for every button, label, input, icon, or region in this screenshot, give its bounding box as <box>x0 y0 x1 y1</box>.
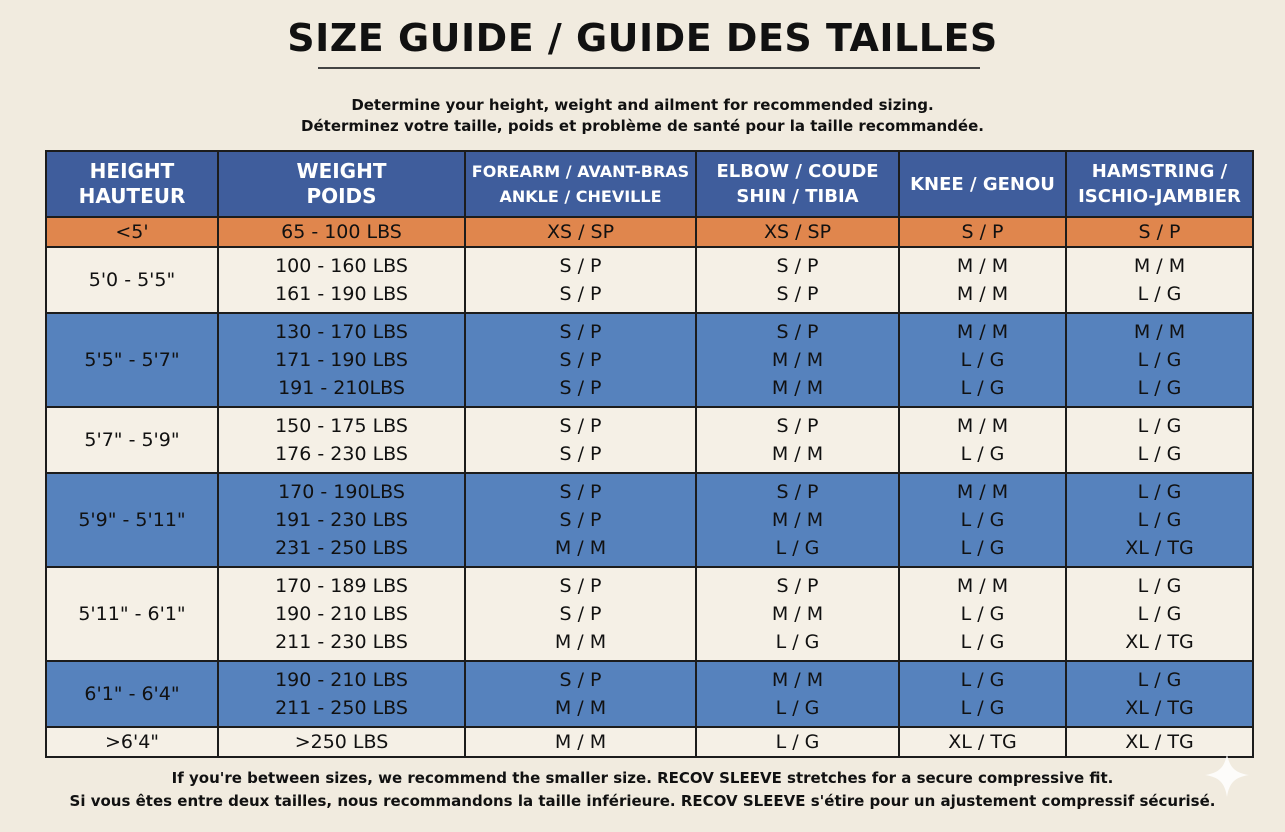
knee-value: M / M <box>956 255 1009 277</box>
column-header-elbow: ELBOW / COUDE SHIN / TIBIA <box>696 151 899 217</box>
hamstring-value: L / G <box>1137 283 1182 305</box>
column-header-forearm: FOREARM / AVANT-BRAS ANKLE / CHEVILLE <box>465 151 696 217</box>
hamstring-value: L / G <box>1137 349 1182 371</box>
hamstring-value: L / G <box>1137 509 1182 531</box>
forearm-ankle-value: M / M <box>554 631 607 653</box>
knee-value: L / G <box>960 509 1005 531</box>
weight-value: 150 - 175 LBS <box>275 415 408 437</box>
weight-value: 176 - 230 LBS <box>275 443 408 465</box>
forearm-ankle-value: S / P <box>559 377 602 399</box>
hamstring-value: XL / TG <box>1125 731 1194 753</box>
hamstring-value: L / G <box>1137 377 1182 399</box>
table-row <box>46 247 1253 313</box>
table-row <box>46 313 1253 407</box>
elbow-shin-cell <box>696 313 899 407</box>
elbow-shin-cell <box>696 567 899 661</box>
elbow-shin-value: S / P <box>776 283 819 305</box>
forearm-ankle-value: M / M <box>554 731 607 753</box>
weight-value: 231 - 250 LBS <box>275 537 408 559</box>
forearm-ankle-value: M / M <box>554 537 607 559</box>
knee-value: M / M <box>956 481 1009 503</box>
forearm-ankle-cell <box>465 473 696 567</box>
hamstring-cell <box>1066 313 1253 407</box>
table-body <box>46 217 1253 757</box>
elbow-shin-value: L / G <box>775 731 820 753</box>
hamstring-value: M / M <box>1133 321 1186 343</box>
weight-cell <box>218 217 465 247</box>
elbow-shin-value: M / M <box>771 509 824 531</box>
weight-value: 191 - 230 LBS <box>275 509 408 531</box>
weight-cell <box>218 727 465 757</box>
knee-value: L / G <box>960 669 1005 691</box>
forearm-ankle-value: M / M <box>554 697 607 719</box>
weight-value: 130 - 170 LBS <box>275 321 408 343</box>
weight-value: 171 - 190 LBS <box>275 349 408 371</box>
forearm-ankle-value: S / P <box>559 603 602 625</box>
weight-value: >250 LBS <box>294 731 389 753</box>
knee-cell <box>899 473 1066 567</box>
weight-value: 211 - 250 LBS <box>275 697 408 719</box>
hamstring-value: S / P <box>1138 221 1181 243</box>
knee-value: L / G <box>960 603 1005 625</box>
column-header-hamstring: HAMSTRING / ISCHIO-JAMBIER <box>1066 151 1253 217</box>
page-title: SIZE GUIDE / GUIDE DES TAILLES <box>287 16 998 60</box>
hamstring-value: L / G <box>1137 603 1182 625</box>
knee-cell <box>899 247 1066 313</box>
weight-value: 161 - 190 LBS <box>275 283 408 305</box>
knee-cell <box>899 313 1066 407</box>
knee-value: L / G <box>960 443 1005 465</box>
table-row <box>46 407 1253 473</box>
knee-value: L / G <box>960 377 1005 399</box>
forearm-ankle-value: S / P <box>559 481 602 503</box>
subtitle <box>0 95 1285 137</box>
height-cell: 6'1" - 6'4" <box>46 661 218 727</box>
weight-value: 211 - 230 LBS <box>275 631 408 653</box>
subtitle-french: Déterminez votre taille, poids et problème de santé pour la taille recommandée. <box>301 117 984 135</box>
hamstring-cell <box>1066 661 1253 727</box>
column-header-height: HEIGHT HAUTEUR <box>46 151 218 217</box>
forearm-ankle-value: S / P <box>559 443 602 465</box>
knee-cell <box>899 661 1066 727</box>
footer-note <box>0 767 1285 813</box>
forearm-ankle-cell <box>465 313 696 407</box>
knee-cell <box>899 407 1066 473</box>
knee-cell <box>899 217 1066 247</box>
knee-value: M / M <box>956 575 1009 597</box>
weight-cell <box>218 407 465 473</box>
height-cell: 5'0 - 5'5" <box>46 247 218 313</box>
weight-value: 100 - 160 LBS <box>275 255 408 277</box>
table-row <box>46 217 1253 247</box>
hamstring-value: XL / TG <box>1125 537 1194 559</box>
height-cell: 5'5" - 5'7" <box>46 313 218 407</box>
elbow-shin-value: S / P <box>776 255 819 277</box>
elbow-shin-cell <box>696 247 899 313</box>
weight-cell <box>218 313 465 407</box>
knee-value: L / G <box>960 631 1005 653</box>
column-header-knee: KNEE / GENOU <box>899 151 1066 217</box>
elbow-shin-value: M / M <box>771 443 824 465</box>
hamstring-value: XL / TG <box>1125 697 1194 719</box>
hamstring-value: L / G <box>1137 443 1182 465</box>
forearm-ankle-cell <box>465 661 696 727</box>
footer-english: If you're between sizes, we recommend the smaller size. RECOV SLEEVE stretches for a secure compressive fit. <box>171 769 1114 787</box>
knee-cell <box>899 567 1066 661</box>
hamstring-value: L / G <box>1137 575 1182 597</box>
weight-value: 170 - 189 LBS <box>275 575 408 597</box>
forearm-ankle-value: S / P <box>559 669 602 691</box>
forearm-ankle-value: S / P <box>559 349 602 371</box>
elbow-shin-value: M / M <box>771 603 824 625</box>
footer-french: Si vous êtes entre deux tailles, nous recommandons la taille inférieure. RECOV SLEEVE s'étire pour un ajustement compressif sécurisé. <box>69 792 1216 810</box>
subtitle-english: Determine your height, weight and ailment for recommended sizing. <box>351 96 934 114</box>
weight-cell <box>218 473 465 567</box>
forearm-ankle-cell <box>465 217 696 247</box>
knee-value: XL / TG <box>948 731 1017 753</box>
weight-value: 65 - 100 LBS <box>281 221 402 243</box>
weight-cell <box>218 661 465 727</box>
table-header-row <box>46 151 1253 217</box>
hamstring-cell <box>1066 407 1253 473</box>
hamstring-cell <box>1066 247 1253 313</box>
elbow-shin-value: XS / SP <box>763 221 832 243</box>
weight-value: 190 - 210 LBS <box>275 669 408 691</box>
table-row <box>46 661 1253 727</box>
knee-value: M / M <box>956 283 1009 305</box>
elbow-shin-value: L / G <box>775 631 820 653</box>
hamstring-value: L / G <box>1137 481 1182 503</box>
weight-value: 190 - 210 LBS <box>275 603 408 625</box>
table-row <box>46 727 1253 757</box>
height-cell: <5' <box>46 217 218 247</box>
hamstring-value: XL / TG <box>1125 631 1194 653</box>
knee-value: L / G <box>960 349 1005 371</box>
height-cell: 5'9" - 5'11" <box>46 473 218 567</box>
elbow-shin-cell <box>696 217 899 247</box>
hamstring-value: L / G <box>1137 669 1182 691</box>
elbow-shin-cell <box>696 661 899 727</box>
elbow-shin-value: M / M <box>771 377 824 399</box>
weight-value: 170 - 190LBS <box>278 481 405 503</box>
hamstring-value: M / M <box>1133 255 1186 277</box>
elbow-shin-cell <box>696 407 899 473</box>
height-cell: 5'11" - 6'1" <box>46 567 218 661</box>
forearm-ankle-value: S / P <box>559 283 602 305</box>
knee-cell <box>899 727 1066 757</box>
forearm-ankle-value: XS / SP <box>546 221 615 243</box>
elbow-shin-value: S / P <box>776 321 819 343</box>
column-header-weight: WEIGHT POIDS <box>218 151 465 217</box>
elbow-shin-value: S / P <box>776 481 819 503</box>
elbow-shin-value: L / G <box>775 537 820 559</box>
forearm-ankle-value: S / P <box>559 321 602 343</box>
weight-value: 191 - 210LBS <box>278 377 405 399</box>
forearm-ankle-cell <box>465 567 696 661</box>
elbow-shin-value: L / G <box>775 697 820 719</box>
elbow-shin-value: S / P <box>776 575 819 597</box>
elbow-shin-cell <box>696 473 899 567</box>
knee-value: L / G <box>960 537 1005 559</box>
knee-value: S / P <box>961 221 1004 243</box>
forearm-ankle-cell <box>465 407 696 473</box>
forearm-ankle-value: S / P <box>559 575 602 597</box>
height-cell: 5'7" - 5'9" <box>46 407 218 473</box>
elbow-shin-value: M / M <box>771 669 824 691</box>
knee-value: M / M <box>956 415 1009 437</box>
height-cell: >6'4" <box>46 727 218 757</box>
hamstring-cell <box>1066 567 1253 661</box>
forearm-ankle-value: S / P <box>559 255 602 277</box>
elbow-shin-value: S / P <box>776 415 819 437</box>
table-row <box>46 567 1253 661</box>
size-chart-table <box>45 150 1254 758</box>
weight-cell <box>218 247 465 313</box>
title-divider <box>318 67 980 69</box>
hamstring-value: L / G <box>1137 415 1182 437</box>
table-row <box>46 473 1253 567</box>
elbow-shin-value: M / M <box>771 349 824 371</box>
knee-value: M / M <box>956 321 1009 343</box>
sparkle-icon <box>1203 751 1251 799</box>
forearm-ankle-cell <box>465 727 696 757</box>
knee-value: L / G <box>960 697 1005 719</box>
elbow-shin-cell <box>696 727 899 757</box>
forearm-ankle-cell <box>465 247 696 313</box>
hamstring-cell <box>1066 473 1253 567</box>
weight-cell <box>218 567 465 661</box>
forearm-ankle-value: S / P <box>559 415 602 437</box>
forearm-ankle-value: S / P <box>559 509 602 531</box>
hamstring-cell <box>1066 217 1253 247</box>
